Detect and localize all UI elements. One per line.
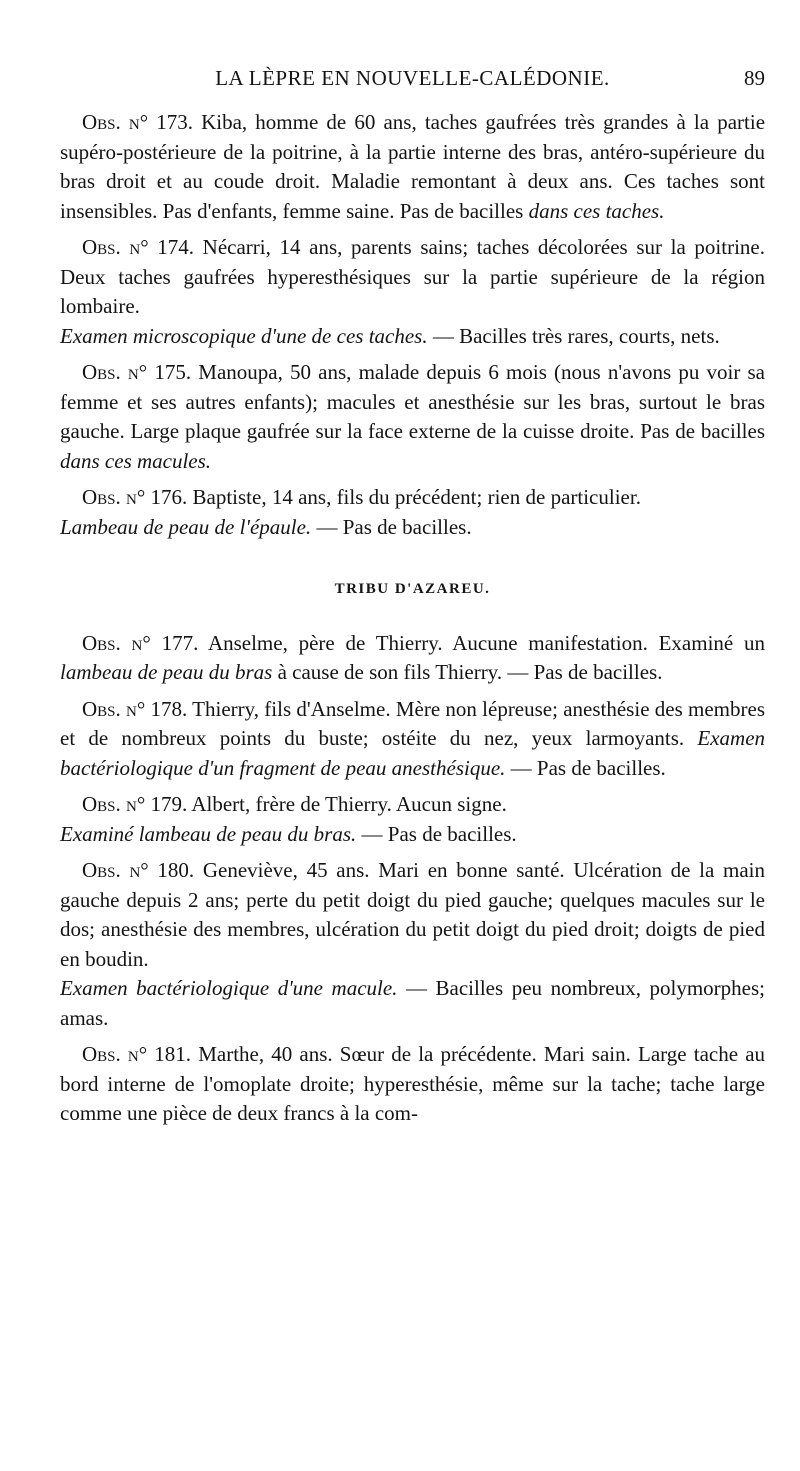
observation-175	[60, 358, 765, 476]
observation-178	[60, 695, 765, 784]
obs-number: 179.	[150, 792, 188, 816]
obs-text: Nécarri, 14 ans, parents sains; taches décolorées sur la poitrine. Deux taches gaufrées hyperesthésiques sur la partie supérieure de la région lombaire.	[60, 235, 765, 318]
obs-number: 177.	[161, 630, 199, 655]
obs-number: 176.	[150, 485, 188, 509]
section-heading: TRIBU D'AZAREU.	[334, 581, 491, 597]
obs-italic: dans ces macules.	[60, 448, 212, 473]
obs-text: Anselme, père de Thierry. Aucune manifestation. Examiné un	[207, 630, 766, 655]
observation-179	[60, 790, 765, 820]
observation-181	[60, 1040, 765, 1129]
exam-italic: Examen microscopique d'une de ces taches.	[60, 323, 428, 348]
obs-label: Obs. n°	[82, 235, 149, 259]
page-body	[60, 108, 765, 1136]
obs-text: Marthe, 40 ans. Sœur de la précédente. Mari sain. Large tache au bord interne de l'omoplate droite; hyperesthésie, même sur la tache; tache large comme une pièce de deux francs à la com-	[60, 1042, 766, 1125]
observation-174-exam	[60, 322, 765, 352]
observation-177	[60, 629, 765, 688]
obs-text: Albert, frère de Thierry. Aucun signe.	[191, 792, 507, 816]
obs-number: 174.	[157, 235, 195, 259]
running-title: LA LÈPRE EN NOUVELLE-CALÉDONIE.	[215, 66, 610, 90]
observation-180-exam	[60, 974, 765, 1033]
obs-text: Thierry, fils d'Anselme. Mère non lépreuse; anesthésie des membres et de nombreux points du buste; ostéite du nez, yeux larmoyants.	[60, 696, 766, 750]
page-header	[60, 66, 765, 94]
exam-italic: Examiné lambeau de peau du bras.	[60, 821, 357, 846]
obs-italic: lambeau de peau du bras	[60, 660, 273, 684]
obs-text: Kiba, homme de 60 ans, taches gaufrées très grandes à la partie supéro-postérieure de la poitrine, à la partie interne des bras, antéro-supérieure du bras droit et au coude droit. Maladie remontant à deux ans. Ces taches sont insensibles. Pas d'enfants, femme saine. Pas de bacilles	[60, 110, 766, 223]
exam-italic: Examen bactériologique d'une macule.	[60, 976, 398, 1000]
observation-174	[60, 233, 765, 322]
obs-label: Obs. n°	[82, 792, 146, 816]
obs-label: Obs. n°	[82, 858, 149, 882]
obs-number: 180.	[157, 858, 195, 882]
exam-result: — Bacilles peu nombreux, polymorphes; amas.	[60, 976, 765, 1030]
obs-text-end: — Pas de bacilles.	[510, 755, 666, 780]
obs-label: Obs. n°	[82, 360, 148, 384]
exam-result: — Bacilles très rares, courts, nets.	[427, 323, 720, 348]
observation-176	[60, 483, 765, 513]
obs-number: 181.	[154, 1042, 192, 1066]
obs-label: Obs. n°	[82, 110, 149, 134]
obs-italic: Examen bactériologique d'un fragment de peau anesthésique.	[60, 726, 766, 780]
exam-italic: Lambeau de peau de l'épaule.	[60, 514, 312, 539]
obs-label: Obs. n°	[82, 696, 146, 721]
obs-label: Obs. n°	[82, 1042, 148, 1066]
obs-label: Obs. n°	[82, 630, 151, 655]
observation-180	[60, 856, 765, 974]
obs-text: Baptiste, 14 ans, fils du précédent; rien de particulier.	[192, 485, 641, 509]
obs-italic: dans ces taches.	[528, 198, 665, 223]
obs-text-end: à cause de son fils Thierry. — Pas de bacilles.	[277, 660, 663, 684]
exam-result: — Pas de bacilles.	[356, 821, 517, 846]
obs-text: Manoupa, 50 ans, malade depuis 6 mois (nous n'avons pu voir sa femme et ses autres enfants); macules et anesthésie sur les bras, surtout le bras gauche. Large plaque gaufrée sur la face externe de la cuisse droite. Pas de bacilles	[60, 360, 766, 443]
observation-173	[60, 108, 765, 226]
page-number: 89	[744, 66, 765, 90]
obs-text: Geneviève, 45 ans. Mari en bonne santé. Ulcération de la main gauche depuis 2 ans; perte du petit doigt du pied gauche; quelques macules sur le dos; anesthésie des membres, ulcération du petit doigt du pied droit; doigts de pied en boudin.	[60, 858, 766, 971]
obs-number: 175.	[154, 360, 192, 384]
exam-result: — Pas de bacilles.	[311, 514, 472, 539]
obs-number: 173.	[156, 110, 193, 134]
observation-176-exam	[60, 513, 765, 543]
observation-179-exam	[60, 820, 765, 850]
obs-label: Obs. n°	[82, 485, 146, 509]
obs-number: 178.	[150, 696, 188, 721]
